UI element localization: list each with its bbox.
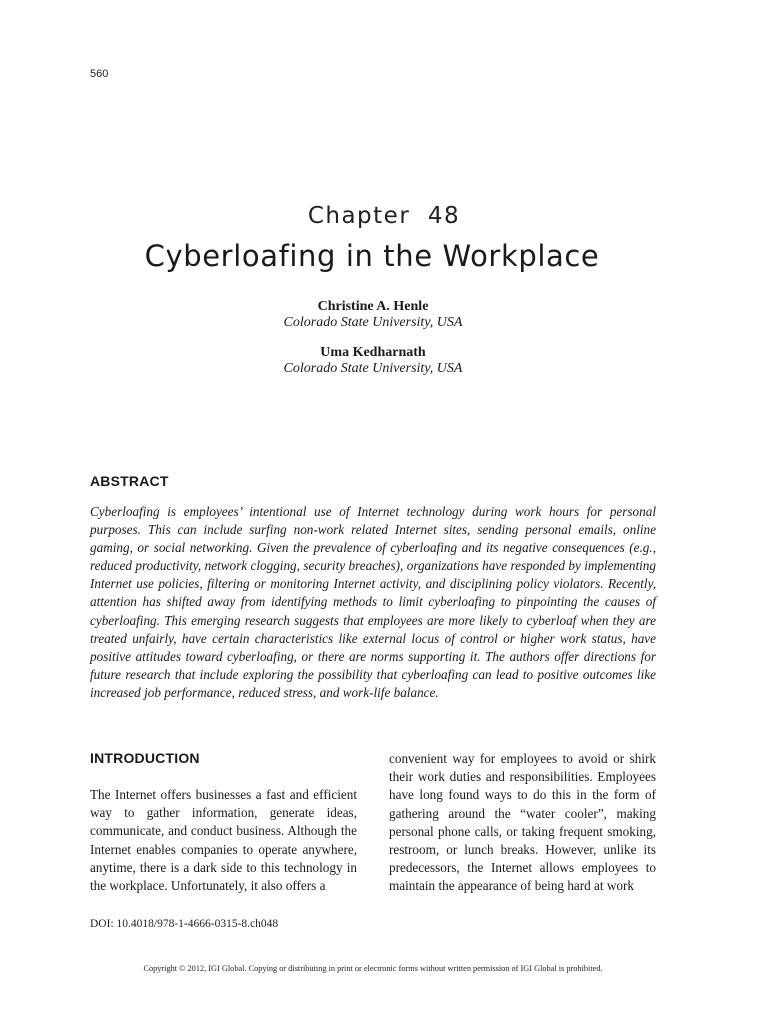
copyright-notice: Copyright © 2012, IGI Global. Copying or distributing in print or electronic forms without written permission of IGI Global is prohibited. (143, 964, 603, 973)
author-block (0, 299, 746, 331)
author-name: Christine A. Henle (317, 299, 429, 314)
author-block (0, 345, 746, 377)
chapter-title: Cyberloafing in the Workplace (144, 239, 600, 273)
doi-line: DOI: 10.4018/978-1-4666-0315-8.ch048 (90, 918, 279, 930)
introduction-heading: INTRODUCTION (90, 750, 200, 766)
abstract-text: Cyberloafing is employees’ intentional use of Internet technology during work hours for personal purposes. This can include surfing non-work related Internet sites, sending personal emails, online gaming, or social networking. Given the prevalence of cyberloafing and its negative consequences (e.g., reduced productivity, network clogging, security breaches), organizations have responded by implementing Internet use policies, filtering or monitoring Internet activity, and disciplining policy violators. Recently, attention has shifted away from identifying methods to limit cyberloafing to pinpointing the causes of cyberloafing. This emerging research suggests that employees are more likely to cyberloaf when they are treated unfairly, have certain characteristics like external locus of control or higher work status, have positive attitudes toward cyberloafing, or there are norms supporting it. The authors offer directions for future research that include exploring the possibility that cyberloafing can lead to positive outcomes like increased job performance, reduced stress, and work-life balance. (90, 504, 656, 700)
author-name: Uma Kedharnath (320, 345, 426, 360)
introduction-right-column: convenient way for employees to avoid or shirk their work duties and responsibilities. Employees have long found ways to do this in the form of gathering around the “water cooler”, making personal phone calls, or taking frequent smoking, restroom, or lunch breaks. However, unlike its predecessors, the Internet allows employees to maintain the appearance of being hard at work (389, 751, 656, 894)
author-affiliation: Colorado State University, USA (283, 315, 463, 330)
abstract-heading: ABSTRACT (90, 473, 169, 489)
introduction-left-column: The Internet offers businesses a fast and efficient way to gather information, generate ideas, communicate, and conduct business. Although the Internet enables companies to operate anywhere, anytime, there is a dark side to this technology in the workplace. Unfortunately, it also offers a (90, 787, 357, 894)
page-number: 560 (90, 68, 109, 80)
author-affiliation: Colorado State University, USA (283, 361, 463, 376)
chapter-label: Chapter 48 (307, 203, 461, 229)
